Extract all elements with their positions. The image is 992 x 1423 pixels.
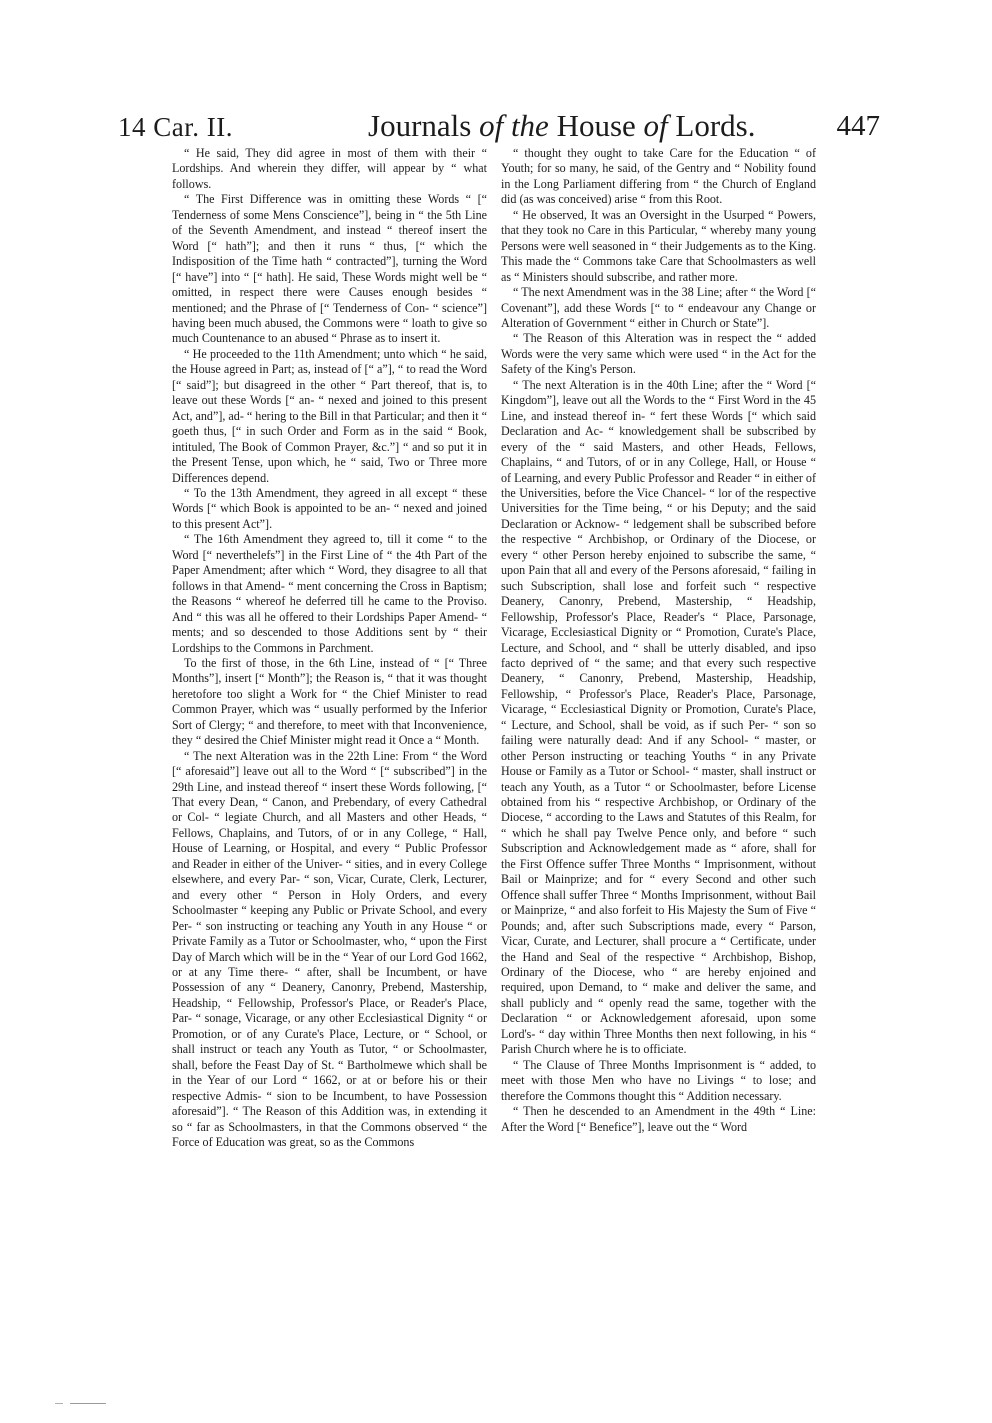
paragraph: “ The next Alteration was in the 22th Line: From “ the Word [“ aforesaid”] leave out all to the Word “ [“ subscribed”] in the 29th Line, and instead thereof “ insert these Words following, [“ That every Dean, “ Canon, and Prebendary, of every Cathedral or Col- “ legiate Church, and all Masters and other Heads, “ Fellows, Chaplains, and Tutors, of or in any College, “ Hall, House of Learning, or Hospital, and every “ Public Professor and Reader in either of the Univer- “ sities, and in every College elsewhere, and every Par- “ son, Vicar, Curate, Clerk, Lecturer, and every other “ Person in Holy Orders, and every Schoolmaster “ keeping any Public or Private School, and every Per- “ son instructing or teaching any Youth in any House “ or Private Family as a Tutor or Schoolmaster, who, “ upon the First Day of March which will be in the “ Year of our Lord God 1662, or at any Time there- “ after, shall be Incumbent, or have Possession of any “ Deanery, Canonry, Prebend, Mastership, Headship, “ Fellowship, Professor's Place, or Reader's Place, Par- “ sonage, Vicarage, or any other Ecclesiastical Dignity “ or Promotion, or of any Curate's Place, Lecture, or “ School, or shall instruct or teach any Youth as Tutor, “ or Schoolmaster, shall, before the Feast Day of St. “ Bartholmewe which shall be in the Year of our Lord “ 1662, or at or before his or their respective Admis- “ sion to be Incumbent, to have Possession aforesaid”]. “ The Reason of this Addition was, in extending it so “ far as Schoolmasters, in that the Commons observed “ the Force of Education was great, so as the Commons — [172, 748, 487, 1149]
paragraph: “ The next Alteration is in the 40th Line; after the “ Word [“ Kingdom”], leave out all the Words to the “ First Word in the 45 Line, and instead thereof in- “ fert these Words [“ which said Declaration and Ac- “ knowledgement shall be subscribed by every of the “ said Masters, and other Heads, Fellows, Chaplains, “ and Tutors, of or in any College, Hall, or House “ of Learning, and every Public Professor and Reader “ in either of the Universities, before the Vice Chancel- “ lor of the respective Universities for the Time being, “ or his Deputy; and the said Declaration or Acknow- “ ledgement shall be subscribed before the respective “ Archbishop, or Ordinary of the Diocese, or every “ other Person hereby enjoined to subscribe the same, “ upon Pain that all and every of the Persons aforesaid, “ failing in such Subscription, shall lose and forfeit such “ respective Deanery, Canonry, Prebend, Mastership, “ Headship, Fellowship, Professor's Place, Reader's “ Place, Parsonage, Vicarage, Ecclesiastical Dignity or “ Promotion, Curate's Place, Lecture, and School, and “ shall be utterly disabled, and ipso facto deprived of “ the same; and that every such respective Deanery, “ Canonry, Prebend, Mastership, Headship, Fellowship, “ Professor's Place, Reader's Place, Parsonage, Vicarage, “ Ecclesiastical Dignity or Promotion, Curate's Place, “ Lecture, and School, shall be void, as if such Per- “ son so failing were naturally dead: And if any School- “ master, or other Person instructing or teaching Youths “ in any Private House or Family as a Tutor or School- “ master, shall instruct or teach any Youth, as a Tutor “ or Schoolmaster, before License obtained from his “ respective Archbishop, or Ordinary of the Diocese, “ according to the Laws and Statutes of this Realm, for “ which he shall pay Twelve Pence only, and before “ such Subscription and Acknowledgement made as “ afore, shall for the First Offence suffer Three Months “ Imprisonment, without Bail or Mainprize; and for “ every Second and other such Offence shall suffer Three “ Months Imprisonment, without Bail or Mainprize, “ and also forfeit to His Majesty the Sum of Five “ Pounds; and, after such Subscriptions made, every “ Parson, Vicar, Curate, and Lecturer, shall procure a “ Certificate, under the Hand and Seal of the respective “ Archbishop, Bishop, Ordinary of the Diocese, who “ are hereby enjoined and required, upon Demand, to “ make and deliver the same, and shall publicly and “ openly read the same, together with the Declaration “ or Acknowledgement aforesaid, upon some Lord's- “ day within Three Months then next following, in his “ Parish Church where he is to officiate. — [501, 377, 816, 1057]
paragraph: “ To the 13th Amendment, they agreed in all except “ these Words [“ which Book is appointed to be an- “ nexed and joined to this present Act”]. — [172, 485, 487, 531]
paragraph: “ Then he descended to an Amendment in the 49th “ Line: After the Word [“ Benefice”], leave out the “ Word — [501, 1104, 816, 1134]
paragraph: “ The 16th Amendment they agreed to, till it come “ to the Word [“ neverthelefs”] in the First Line of “ the 4th Part of the Paper Amendment; after which “ Word, they disagree to all that follows in that Amend- “ ment concerning the Cross in Baptism; the Reasons “ whereof he deferred till he came to the Proviso. And “ this was all he offered to their Lordships Paper Amend- “ ments; and so descended to those Additions sent by “ their Lordships to the Commons in Parchment. — [172, 532, 487, 655]
scan-corner-mark — [55, 1403, 63, 1404]
right-column — [501, 146, 816, 1221]
title-word-lords: Lords. — [675, 108, 756, 143]
regnal-year: 14 Car. II. — [118, 112, 233, 142]
title-word-of-the: of the — [479, 108, 549, 143]
scan-edge-mark — [70, 1403, 106, 1404]
paragraph: “ thought they ought to take Care for the Education “ of Youth; for so many, he said, of the Gentry and “ Nobility found in the Long Parliament differing from “ the Church of England did (as was conceived) arise “ from this Root. — [501, 146, 816, 207]
paragraph: “ He observed, It was an Oversight in the Usurped “ Powers, that they took no Care in this Particular, “ whereby many young Persons were well seasoned in “ their Judgements as to the King. This made the “ Commons take Care that Schoolmasters as well as “ Ministers should subscribe, and rather more. — [501, 207, 816, 284]
paragraph: “ The next Amendment was in the 38 Line; after “ the Word [“ Covenant”], add these Words [“ to “ endeavour any Change or Alteration of Government “ either in Church or State”]. — [501, 285, 816, 330]
paragraph: “ The Clause of Three Months Imprisonment is “ added, to meet with those Men who have no Livings “ to lose; and therefore the Commons thought this “ Addition necessary. — [501, 1057, 816, 1103]
paragraph: “ The First Difference was in omitting these Words “ [“ Tenderness of some Mens Conscience”], being in “ the 5th Line of the Seventh Amendment, and instead “ thereof insert the Word [“ hath”]; and then it runs “ thus, [“ which the Indisposition of the Time hath “ contracted”], turning the Word [“ have”] into “ [“ hath]. He said, These Words might well be “ omitted, in respect there were Causes enough besides “ mentioned; and the Phrase of [“ Tenderness of Con- “ science”] having been much abused, the Commons were “ loath to give so much Countenance to an abused “ Phrase as to insert it. — [172, 192, 487, 346]
title-word-journals: Journals — [368, 108, 472, 143]
paragraph: To the first of those, in the 6th Line, instead of “ [“ Three Months”], insert [“ Month”]; the Reason is, “ that it was thought heretofore too slight a Work for “ the Chief Minister to read Common Prayer, which was “ usually performed by the Inferior Sort of Clergy; “ and therefore, to meet with that Inconvenience, they “ desired the Chief Minister might read it Once a “ Month. — [172, 655, 487, 748]
journal-title — [368, 108, 756, 144]
left-column — [172, 146, 487, 1221]
paragraph: “ He proceeded to the 11th Amendment; unto which “ he said, the House agreed in Part; as, instead of [“ a”], “ to read the Word [“ said”]; but disagreed in the other “ Part thereof, that is, to leave out these Words [“ an- “ nexed and joined to this present Act, and”], ad- “ hering to the Bill in that Particular; and then it “ goeth thus, [“ in such Order and Form as in the said “ Book, intituled, The Book of Common Prayer, &c.”] “ and so put it in the Present Tense, upon which, he “ said, Two or Three more Differences depend. — [172, 346, 487, 485]
paragraph: “ The Reason of this Alteration was in respect the “ added Words were the very same which were used “ in the Act for the Safety of the King's Person. — [501, 331, 816, 377]
page-number: 447 — [836, 110, 880, 142]
title-word-house: House — [556, 108, 636, 143]
title-word-of: of — [643, 108, 668, 143]
paragraph: “ He said, They did agree in most of them with their “ Lordships. And wherein they differ, will appear by “ what follows. — [172, 146, 487, 191]
